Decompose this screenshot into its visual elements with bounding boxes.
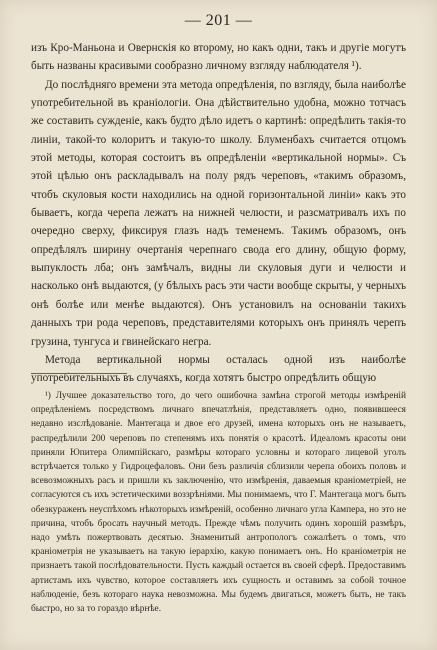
page-number: — 201 — xyxy=(184,12,253,29)
footnote-1: ¹) Лучшее доказательство того, до чего ошибочна замѣна строгой методы измѣреній опредѣленіемъ посредствомъ личнаго впечатлѣнія, представляетъ одно, появившееся недавно изслѣдованіе. Мантегаца и двое его друзей, имена которыхъ онъ не называетъ, распредѣлили 200 череповъ по степенямъ ихъ понятія о красотѣ. Идеаломъ красоты они приняли Юпитера Олимпійскаго, размѣры котораго условны и котораго лицевой уголъ встрѣчается только у Гидроцефаловъ. Они безъ различія сблизили черепа обоихъ половъ и всевозможныхъ расъ и пришли къ заключенію, что измѣренія, даваемыя краніометріей, не согласуются съ ихъ эстетическими воззрѣніями. Мы понимаемъ, что Г. Мантегаца могъ быть обезкураженъ неуспѣхомъ нѣкоторыхъ измѣреній, особенно личнаго угла Кампера, но это не причина, чтобъ бросать научный методъ. Прежде чѣмъ получить одинъ хорошій размѣръ, надо умѣть пожертвовать десятью. Знаменитый антропологъ сожалѣетъ о томъ, что краніометрія не указываетъ на такую іерархію, какую понимаетъ онъ. Но краніометрія не признаетъ такой послѣдовательности. Пусть каждый остается въ своей сферѣ. Предоставимъ артистамъ ихъ чувство, которое составляетъ ихъ сущность и оставимъ за собой точное наблюденіе, безъ котораго наука невозможна. Мы будемъ двигаться, можетъ быть, не такъ быстро, но за то гораздо вѣрнѣе. xyxy=(31,391,406,615)
paragraph-3: Метода вертикальной нормы осталась одной изъ наиболѣе употребительныхъ въ случаяхъ, когда хотятъ быстро опредѣлить общую xyxy=(31,353,406,385)
footnotes xyxy=(31,389,406,616)
paragraph-2: До послѣдняго времени эта метода опредѣленія, по взгляду, была наиболѣе употребительной въ краніологіи. Она дѣйствительно удобна, можно тотчасъ же составить сужденіе, какъ будто дѣло идетъ о картинѣ: опредѣлить такія-то линіи, такой-то колоритъ и такую-то школу. Блуменбахъ считается отцомъ этой методы, которая состоитъ въ опредѣленіи «вертикальной нормы». Съ этой цѣлью онъ раскладывалъ на полу рядъ череповъ, «такимъ образомъ, чтобъ скуловыя кости находились на одной горизонтальной линіи» какъ это бываетъ, когда черепа лежатъ на нижней челюсти, и разсматривалъ ихъ по очередно сверху, фиксируя глазъ надъ теменемъ. Такимъ образомъ, онъ опредѣлялъ ширину очертанія черепнаго свода его длину, общую форму, выпуклость лба; онъ замѣчалъ, видны ли скуловыя дуги и челюсти и насколько онѣ выдаются, (у бѣлыхъ расъ эти части вообще скрыты, у черныхъ онѣ болѣе или менѣе выдаются). Онъ установилъ на основаніи такихъ данныхъ три рода череповъ, представителями которыхъ онъ принялъ черепъ грузина, тунгуса и гвинейскаго негра. xyxy=(31,78,406,348)
paragraph-1: изъ Кро-Маньона и Овернскія ко второму, но какъ одни, такъ и другіе могутъ быть названы красивыми сообразно личному взгляду наблюдателя ¹). xyxy=(31,42,406,73)
main-text xyxy=(31,39,406,388)
footnote-divider xyxy=(31,373,127,374)
